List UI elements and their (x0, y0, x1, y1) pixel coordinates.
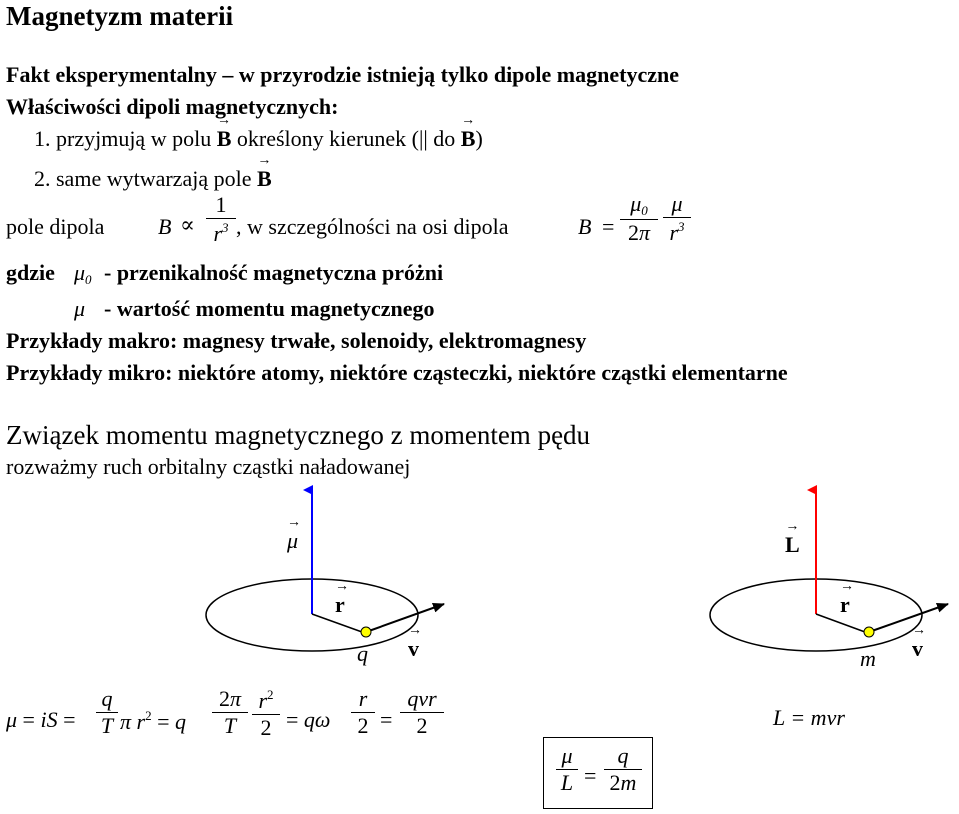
right-velocity-arrow (869, 604, 948, 632)
page-title: Magnetyzm materii (6, 1, 234, 31)
right-m-label: m (860, 646, 876, 671)
mu0-description: - przenikalność magnetyczna próżni (104, 260, 444, 285)
two-pi-denominator: 2π (627, 220, 651, 245)
equals-sign: = (602, 214, 615, 239)
fraction-q-over-t: q T (96, 688, 118, 737)
equals-sign-final: = (380, 707, 393, 732)
fraction-2pi-over-t: 2π T (212, 688, 248, 737)
fraction-r2-over-2: $r^2$ 2 (252, 688, 280, 739)
left-velocity-arrow (366, 604, 444, 632)
b-symbol: B (158, 214, 172, 239)
l-vector-label: → L (785, 534, 800, 556)
left-v-label: → v (408, 638, 419, 660)
item1-text-b: określony kierunek ( (236, 126, 419, 151)
right-v-label: → v (912, 638, 923, 660)
result-equals: = (584, 763, 597, 788)
q-omega-r-term: = qω (286, 707, 331, 732)
item2-text: 2. same wytwarzają pole (34, 166, 252, 191)
section2-subtitle: rozważmy ruch orbitalny cząstki naładowanej (6, 454, 411, 479)
macro-examples: Przykłady makro: magnesy trwałe, solenoidy, elektromagnesy (6, 328, 587, 353)
left-q-label: q (357, 641, 368, 666)
proportional-symbol: ∝ (180, 212, 195, 237)
fraction-mu-over-l: μ L (556, 745, 578, 794)
item1-text-d: ) (475, 126, 483, 151)
dipole-field-label: pole dipola (6, 214, 105, 239)
denominator-r3: $r^3$ (213, 220, 229, 246)
mu-description: - wartość momentu magnetycznego (104, 296, 435, 321)
vector-b-3: → B (257, 168, 272, 190)
mu-vector-label: → μ (287, 530, 298, 552)
item1-text-c: do (433, 126, 456, 151)
b-symbol-2: B (578, 214, 592, 239)
vector-b: → B (217, 128, 232, 150)
pi-r2-term: π $r^2 = q$ (120, 708, 187, 734)
fraction-q-over-2m: q 2m (604, 745, 642, 794)
r3-denominator: $r^3$ (669, 219, 685, 245)
fraction-qvr-over-2: qvr 2 (400, 688, 444, 737)
right-r-label: → r (840, 594, 850, 616)
mu0-numerator: $\mu_0$ (630, 191, 648, 218)
section2-title: Związek momentu magnetycznego z momentem pędu (6, 420, 591, 450)
mu-is-expression: μ = iS = (6, 707, 76, 732)
properties-line: Właściwości dipoli magnetycznych: (6, 94, 339, 119)
item1-text-a: 1. przyjmują w polu (34, 126, 212, 151)
vector-b-2: → B (461, 128, 476, 150)
on-axis-text: , w szczególności na osi dipola (236, 214, 509, 239)
fact-line: Fakt eksperymentalny – w przyrodzie istnieją tylko dipole magnetyczne (6, 62, 679, 87)
mu0-symbol: $\mu_0$ (74, 260, 92, 287)
left-r-label: → r (335, 594, 345, 616)
mu-numerator: μ (671, 191, 683, 216)
parallel-symbol: || (418, 126, 428, 151)
numerator-one: 1 (215, 192, 227, 217)
left-charge-particle (361, 627, 371, 637)
fraction-r-over-2: r 2 (351, 688, 375, 737)
mu-symbol: μ (74, 296, 86, 321)
micro-examples: Przykłady mikro: niektóre atomy, niektóre cząsteczki, niektóre cząstki elementarne (6, 360, 788, 385)
where-label: gdzie (6, 260, 55, 285)
right-mass-particle (864, 627, 874, 637)
l-equals-mvr: L = mvr (773, 705, 845, 730)
